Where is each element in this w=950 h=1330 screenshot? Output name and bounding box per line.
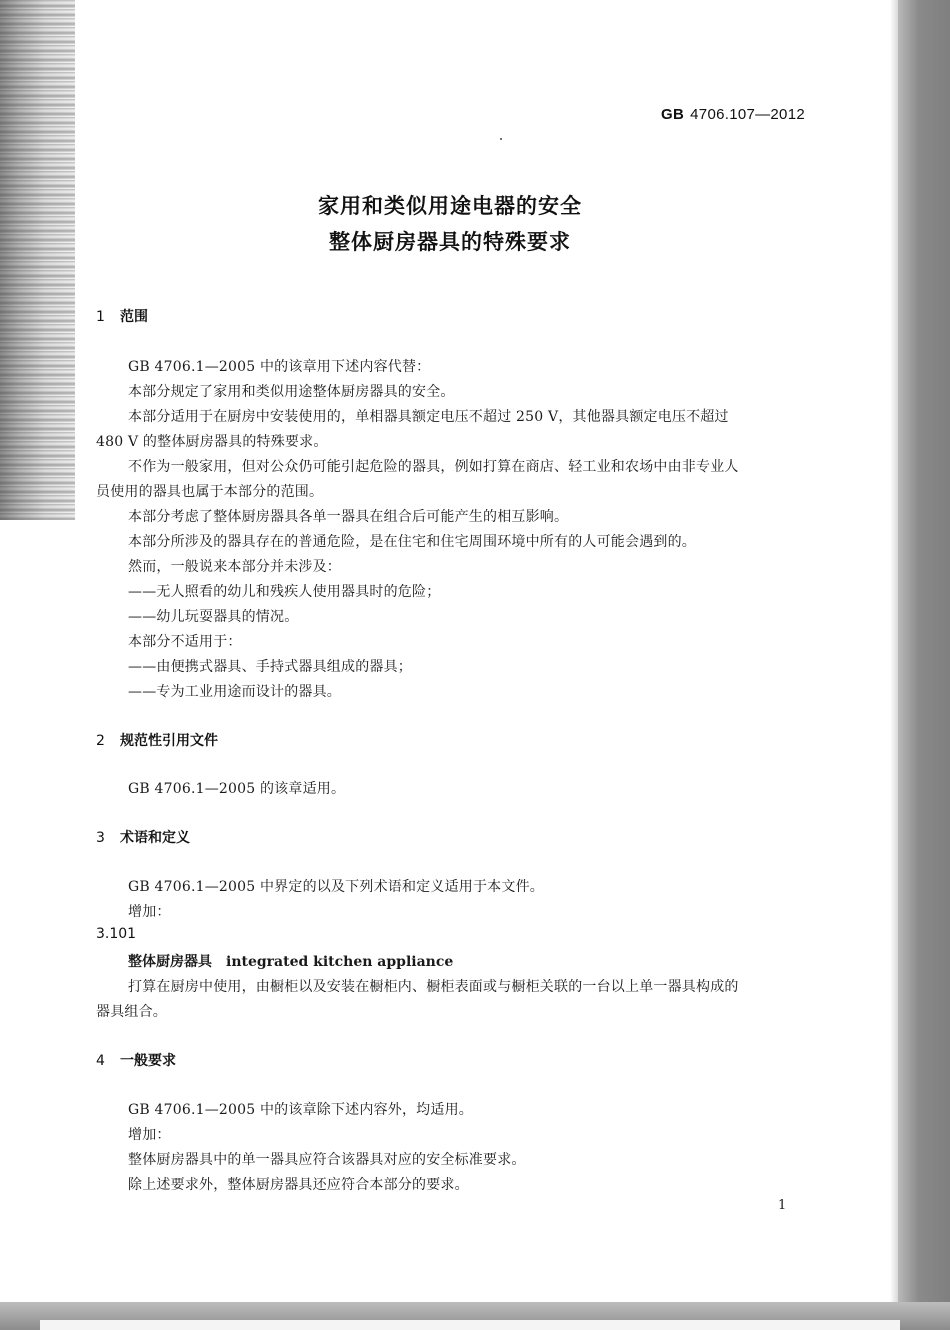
paragraph: 增加：: [128, 1127, 171, 1143]
paragraph: 本部分所涉及的器具存在的普通危险，是在住宅和住宅周围环境中所有的人可能会遇到的。: [128, 534, 696, 550]
section-number: 2: [96, 733, 105, 749]
paragraph-continuation: 员使用的器具也属于本部分的范围。: [96, 484, 324, 500]
paragraph: 本部分考虑了整体厨房器具各单一器具在组合后可能产生的相互影响。: [128, 509, 569, 525]
section-number: 1: [96, 309, 105, 325]
list-item: ——由便携式器具、手持式器具组成的器具；: [128, 659, 412, 675]
paragraph: 增加：: [128, 904, 171, 920]
section-title: 术语和定义: [120, 830, 190, 846]
section-heading-normative-references: [96, 730, 218, 750]
paragraph: 本部分规定了家用和类似用途整体厨房器具的安全。: [128, 384, 455, 400]
paragraph: GB 4706.1—2005 中的该章用下述内容代替：: [128, 359, 431, 375]
section-title: 范围: [120, 309, 148, 325]
paragraph: 然而，一般说来本部分并未涉及：: [128, 559, 341, 575]
section-number: 3: [96, 830, 105, 846]
scan-edge-shadow: [0, 0, 75, 520]
paragraph: 本部分适用于在厨房中安装使用的，单相器具额定电压不超过 250 V，其他器具额定电压不超过: [128, 409, 729, 425]
section-heading-scope: [96, 306, 148, 326]
section-number: 4: [96, 1053, 105, 1069]
list-item: ——幼儿玩耍器具的情况。: [128, 609, 299, 625]
paragraph: 除上述要求外，整体厨房器具还应符合本部分的要求。: [128, 1177, 469, 1193]
scan-border-right: [898, 0, 950, 1330]
term-english: integrated kitchen appliance: [226, 954, 454, 970]
document-title-line-2: 整体厨房器具的特殊要求: [329, 230, 571, 254]
term-entry: [128, 951, 453, 971]
term-definition-continuation: 器具组合。: [96, 1004, 167, 1020]
scan-border-bottom-strip: [40, 1320, 900, 1330]
paragraph: 本部分不适用于：: [128, 634, 242, 650]
paragraph: GB 4706.1—2005 中界定的以及下列术语和定义适用于本文件。: [128, 879, 544, 895]
list-item: ——无人照看的幼儿和残疾人使用器具时的危险；: [128, 584, 441, 600]
document-title-line-1: 家用和类似用途电器的安全: [318, 194, 582, 218]
scan-border-right-inner: [890, 0, 898, 1330]
section-heading-general-requirements: [96, 1050, 176, 1070]
paragraph-continuation: 480 V 的整体厨房器具的特殊要求。: [96, 434, 328, 450]
scan-speck: [500, 138, 502, 140]
term-chinese: 整体厨房器具: [128, 954, 212, 970]
paragraph: 不作为一般家用，但对公众仍可能引起危险的器具，例如打算在商店、轻工业和农场中由非专业人: [128, 459, 739, 475]
section-title: 一般要求: [120, 1053, 176, 1069]
document-code: [661, 106, 805, 123]
paragraph: GB 4706.1—2005 中的该章除下述内容外，均适用。: [128, 1102, 473, 1118]
paragraph: 整体厨房器具中的单一器具应符合该器具对应的安全标准要求。: [128, 1152, 526, 1168]
doc-number: 4706.107—2012: [690, 106, 805, 123]
term-number: 3.101: [96, 926, 137, 942]
doc-prefix: GB: [661, 106, 685, 123]
section-title: 规范性引用文件: [120, 733, 218, 749]
paragraph: GB 4706.1—2005 的该章适用。: [128, 781, 346, 797]
list-item: ——专为工业用途而设计的器具。: [128, 684, 341, 700]
page-number: 1: [778, 1198, 787, 1213]
term-definition: 打算在厨房中使用，由橱柜以及安装在橱柜内、橱柜表面或与橱柜关联的一台以上单一器具构成的: [128, 979, 739, 995]
section-heading-terms-definitions: [96, 827, 190, 847]
